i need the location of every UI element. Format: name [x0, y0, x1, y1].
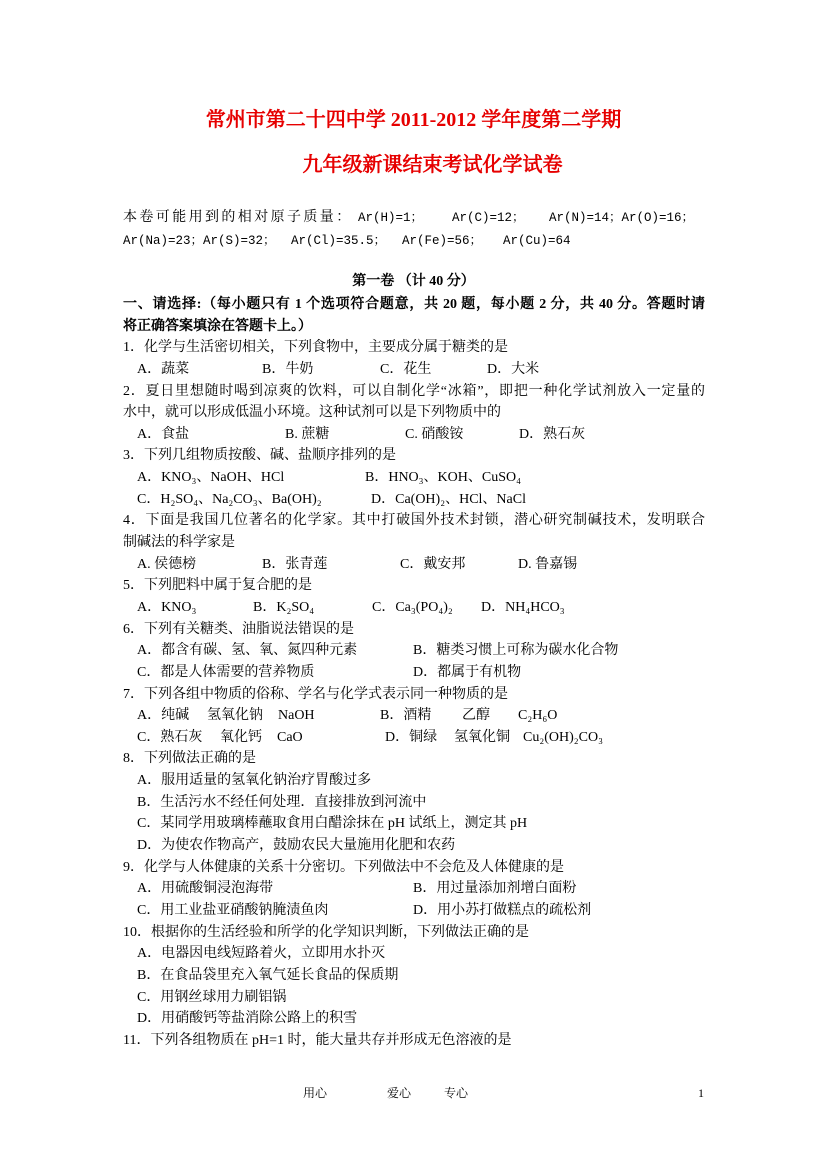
option-a-common-name: A．纯碱 — [137, 708, 190, 724]
question-8 — [0, 748, 827, 856]
section-instructions — [0, 294, 827, 337]
option-d: D．都属于有机物 — [413, 664, 522, 680]
option-b: B．糖类习惯上可称为碳水化合物 — [413, 643, 619, 659]
option-a: A．蔬菜 — [137, 361, 190, 377]
text-line — [0, 532, 827, 554]
options-row — [0, 597, 827, 619]
option-b: B．在食品袋里充入氧气延长食品的保质期 — [137, 967, 399, 983]
question-stem: 1．化学与生活密切相关，下列食物中，主要成分属于糖类的是 — [123, 340, 508, 356]
question-11 — [0, 1030, 827, 1052]
option-d-common-name: D．铜绿 — [385, 729, 438, 745]
question-stem: 4．下面是我国几位著名的化学家。其中打破国外技术封锁，潜心研究制碱技术，发明联合 — [123, 513, 705, 529]
option-d: D．大米 — [487, 361, 540, 377]
text-line — [0, 922, 827, 944]
text-line — [0, 575, 827, 597]
question-stem: 5．下列肥料中属于复合肥的是 — [123, 578, 312, 594]
option-c-common-name: C．熟石灰 — [137, 729, 203, 745]
option-d: D. 鲁嘉锡 — [518, 556, 578, 572]
option-b: B．牛奶 — [262, 361, 314, 377]
atomic-mass-entry: Ar(H)=1； — [358, 211, 424, 225]
option-c: C．某同学用玻璃棒蘸取食用白醋涂抹在 pH 试纸上，测定其 pH — [137, 816, 528, 832]
atomic-mass-entry: Ar(Cl)=35.5； — [291, 234, 387, 248]
option-c: C．都是人体需要的营养物质 — [137, 664, 315, 680]
question-stem: 9．化学与人体健康的关系十分密切。下列做法中不会危及人体健康的是 — [123, 859, 564, 875]
text-line — [0, 337, 827, 359]
instructions-text: 将正确答案填涂在答题卡上。） — [123, 318, 312, 334]
atomic-mass-entry: Ar(Na)=23；Ar(S)=32； — [123, 234, 276, 248]
atomic-mass-entry: Ar(C)=12； — [452, 211, 525, 225]
options-row — [0, 467, 827, 489]
option-d: D．为使农作物高产，鼓励农民大量施用化肥和农药 — [137, 838, 456, 854]
option-a: A．服用适量的氢氧化钠治疗胃酸过多 — [137, 773, 372, 789]
options-row — [0, 943, 827, 965]
text-line — [0, 684, 827, 706]
option-a: A．都含有碳、氢、氧、氮四种元素 — [137, 643, 358, 659]
option-c: C．用工业盐亚硝酸钠腌渍鱼肉 — [137, 902, 329, 918]
question-7 — [0, 684, 827, 749]
option-b: B．HNO₃、KOH、CuSO₄ — [365, 470, 521, 486]
option-a: A．用硫酸铜浸泡海带 — [137, 881, 274, 897]
option-c: C. 硝酸铵 — [405, 426, 464, 442]
option-b-scientific-name: 乙醇 — [462, 708, 490, 724]
text-line — [0, 1030, 827, 1052]
question-10 — [0, 922, 827, 1030]
question-stem: 2．夏日里想随时喝到凉爽的饮料，可以自制化学“冰箱”，即把一种化学试剂放入一定量的 — [123, 383, 705, 399]
options-row — [0, 792, 827, 814]
text-line — [0, 381, 827, 403]
options-row — [0, 900, 827, 922]
options-row — [0, 878, 827, 900]
options-row — [0, 770, 827, 792]
option-d: D．Ca(OH)₂、HCl、NaCl — [371, 491, 526, 507]
option-b-common-name: B．酒精 — [380, 708, 432, 724]
options-row — [0, 987, 827, 1009]
question-3 — [0, 445, 827, 510]
question-2 — [0, 381, 827, 446]
options-row — [0, 965, 827, 987]
question-stem: 7．下列各组中物质的俗称、学名与化学式表示同一种物质的是 — [123, 686, 508, 702]
atomic-mass-entry: Ar(Fe)=56； — [402, 234, 483, 248]
options-row — [0, 554, 827, 576]
text-line — [0, 510, 827, 532]
option-a: A．KNO₃、NaOH、HCl — [137, 470, 285, 486]
text-line — [0, 748, 827, 770]
option-d: D．用硝酸钙等盐消除公路上的积雪 — [137, 1011, 358, 1027]
options-row — [0, 727, 827, 749]
options-row — [0, 640, 827, 662]
option-d: D．NH₄HCO₃ — [481, 599, 565, 615]
option-c: C．H₂SO₄、Na₂CO₃、Ba(OH)₂ — [137, 491, 322, 507]
text-line — [0, 619, 827, 641]
question-6 — [0, 619, 827, 684]
text-line — [0, 316, 827, 338]
instructions-text: 一、请选择:（每小题只有 1 个选项符合题意，共 20 题，每小题 2 分，共 40 分。答题时请 — [123, 297, 705, 312]
question-stem: 水中，就可以形成低温小环境。这种试剂可以是下列物质中的 — [123, 405, 501, 421]
option-c: C．花生 — [380, 361, 432, 377]
option-a: A．KNO₃ — [137, 599, 197, 615]
text-line — [0, 294, 827, 316]
options-row — [0, 489, 827, 511]
page-number: 1 — [698, 1086, 704, 1100]
question-stem: 10．根据你的生活经验和所学的化学知识判断，下列做法正确的是 — [123, 924, 529, 940]
text-line — [0, 857, 827, 879]
atomic-mass-entry: Ar(N)=14；Ar(O)=16； — [549, 211, 695, 225]
options-row — [0, 1008, 827, 1030]
option-c: C．戴安邦 — [400, 556, 466, 572]
text-line — [0, 402, 827, 424]
question-9 — [0, 857, 827, 922]
option-a-formula: NaOH — [278, 708, 315, 724]
question-4 — [0, 510, 827, 575]
option-b: B．用过量添加剂增白面粉 — [413, 881, 577, 897]
question-stem: 11．下列各组物质在 pH=1 时，能大量共存并形成无色溶液的是 — [123, 1032, 512, 1048]
question-stem: 制碱法的科学家是 — [123, 535, 235, 551]
atomic-mass-intro: 本卷可能用到的相对原子质量： — [123, 210, 353, 225]
options-row — [0, 835, 827, 857]
part-one-title: 第一卷 （计 40 分） — [352, 274, 475, 289]
options-row — [0, 359, 827, 381]
option-c-scientific-name: 氧化钙 — [220, 729, 262, 745]
options-row — [0, 424, 827, 446]
option-d-formula: Cu₂(OH)₂CO₃ — [523, 729, 603, 745]
question-stem: 3．下列几组物质按酸、碱、盐顺序排列的是 — [123, 448, 396, 464]
question-stem: 6．下列有关糖类、油脂说法错误的是 — [123, 621, 354, 637]
atomic-mass-entry: Ar(Cu)=64 — [503, 234, 571, 248]
option-d: D．熟石灰 — [519, 426, 586, 442]
options-row — [0, 662, 827, 684]
question-5 — [0, 575, 827, 618]
footer-motto: 爱心 — [387, 1086, 412, 1100]
option-b: B．张青莲 — [262, 556, 328, 572]
exam-paper-title: 九年级新课结束考试化学试卷 — [302, 154, 563, 176]
option-d: D．用小苏打做糕点的疏松剂 — [413, 902, 592, 918]
option-b-formula: C₂H₆O — [518, 708, 558, 724]
option-a-scientific-name: 氢氧化钠 — [207, 708, 263, 724]
option-c-formula: CaO — [277, 729, 303, 745]
options-row — [0, 813, 827, 835]
footer-motto: 专心 — [444, 1086, 469, 1100]
question-stem: 8．下列做法正确的是 — [123, 751, 256, 767]
option-a: A．食盐 — [137, 426, 190, 442]
question-1 — [0, 337, 827, 380]
option-c: C．Ca₃(PO₄)₂ — [372, 599, 453, 615]
text-line — [0, 445, 827, 467]
options-row — [0, 705, 827, 727]
question-list — [0, 294, 827, 1051]
footer-motto: 用心 — [303, 1086, 328, 1100]
option-d-scientific-name: 氢氧化铜 — [454, 729, 510, 745]
option-a: A. 侯德榜 — [137, 556, 197, 572]
option-a: A．电器因电线短路着火，立即用水扑灭 — [137, 946, 386, 962]
option-b: B．生活污水不经任何处理．直接排放到河流中 — [137, 794, 427, 810]
option-b: B．K₂SO₄ — [253, 599, 315, 615]
exam-school-title: 常州市第二十四中学 2011-2012 学年度第二学期 — [205, 109, 622, 131]
option-b: B. 蔗糖 — [285, 426, 330, 442]
option-c: C．用钢丝球用力刷铝锅 — [137, 989, 287, 1005]
